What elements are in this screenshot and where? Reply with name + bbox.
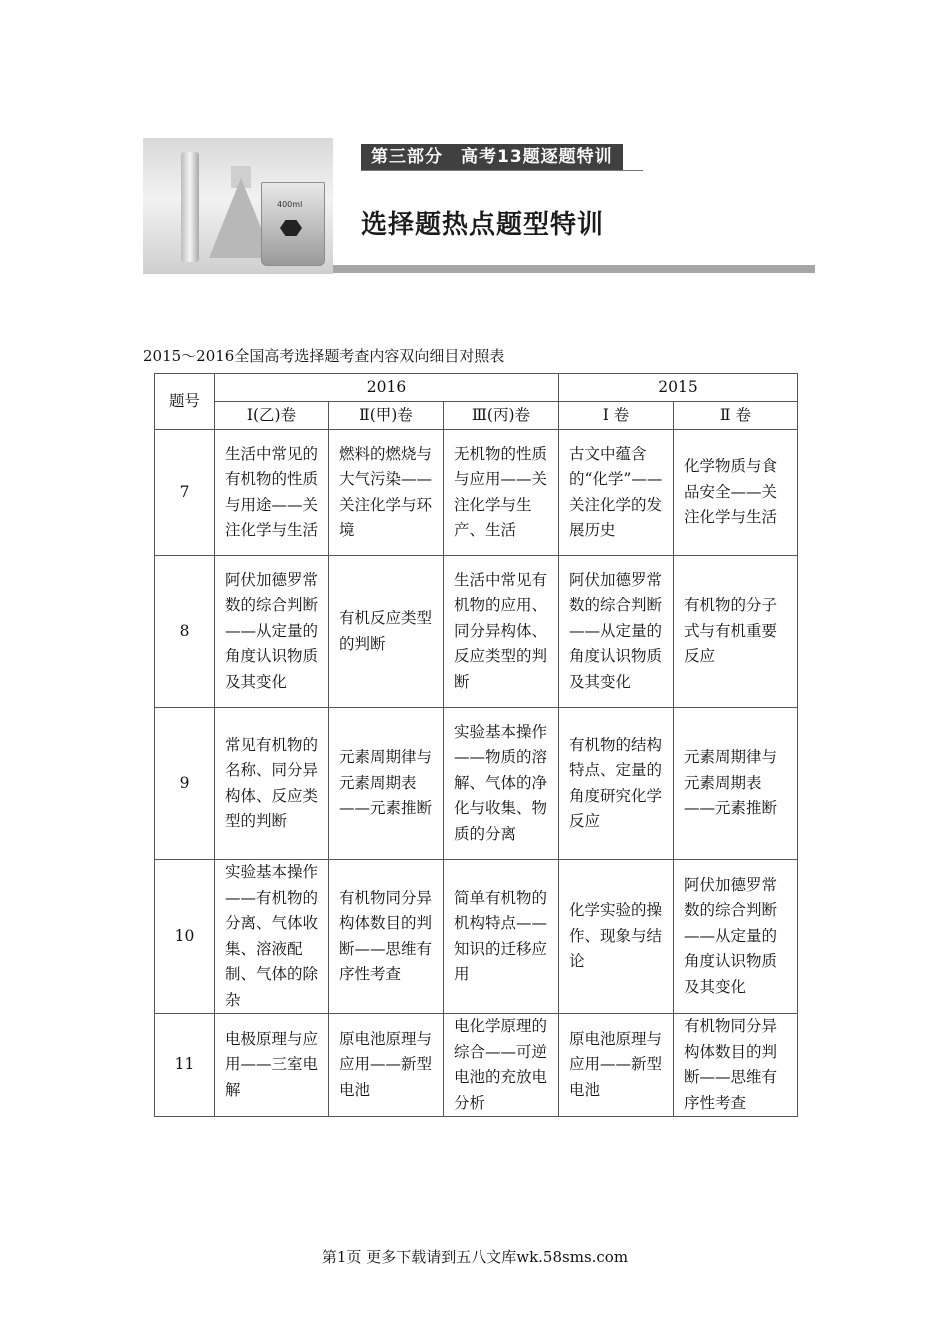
paper-header: Ⅰ(乙)卷 [215,402,329,430]
table-cell: 常见有机物的名称、同分异构体、反应类型的判断 [215,708,329,860]
paper-header: Ⅲ(丙)卷 [444,402,559,430]
table-cell: 阿伏加德罗常数的综合判断——从定量的角度认识物质及其变化 [215,556,329,708]
table-cell: 有机物的分子式与有机重要反应 [674,556,798,708]
table-subheader-row [155,402,798,430]
table-cell: 化学物质与食品安全——关注化学与生活 [674,430,798,556]
table-caption: 2015～2016全国高考选择题考查内容双向细目对照表 [143,347,505,365]
table-cell: 阿伏加德罗常数的综合判断——从定量的角度认识物质及其变化 [674,860,798,1014]
table-cell: 实验基本操作——有机物的分离、气体收集、溶液配制、气体的除杂 [215,860,329,1014]
table-cell: 有机反应类型的判断 [329,556,444,708]
page-title: 选择题热点题型特训 [361,210,605,240]
beaker-label: 400ml [277,200,303,209]
table-cell: 原电池原理与应用——新型电池 [559,1014,674,1117]
question-number: 9 [155,708,215,860]
question-number: 8 [155,556,215,708]
table-header-row [155,374,798,402]
question-number: 10 [155,860,215,1014]
table-cell: 简单有机物的机构特点——知识的迁移应用 [444,860,559,1014]
table-cell: 电极原理与应用——三室电解 [215,1014,329,1117]
comparison-table [154,373,798,1117]
table-cell: 有机物同分异构体数目的判断——思维有序性考查 [329,860,444,1014]
year-2016-header: 2016 [215,374,559,402]
paper-header: Ⅱ 卷 [674,402,798,430]
question-number: 11 [155,1014,215,1117]
question-number-header: 题号 [155,374,215,430]
paper-header: Ⅰ 卷 [559,402,674,430]
table-cell: 生活中常见的有机物的性质与用途——关注化学与生活 [215,430,329,556]
header-banner [143,138,815,274]
page-footer: 第1页 更多下载请到五八文库wk.58sms.com [321,1248,629,1266]
table-row [155,556,798,708]
table-row [155,860,798,1014]
table-cell: 生活中常见有机物的应用、同分异构体、反应类型的判断 [444,556,559,708]
lab-glassware-photo [143,138,333,274]
table-cell: 燃料的燃烧与大气污染——关注化学与环境 [329,430,444,556]
table-row [155,1014,798,1117]
table-row [155,708,798,860]
table-row [155,430,798,556]
graduated-cylinder [181,152,199,262]
year-2015-header: 2015 [559,374,798,402]
section-tag: 第三部分 高考13题逐题特训 [361,144,623,170]
banner-bottom-bar [333,265,815,273]
paper-header: Ⅱ(甲)卷 [329,402,444,430]
table-cell: 原电池原理与应用——新型电池 [329,1014,444,1117]
table-cell: 阿伏加德罗常数的综合判断——从定量的角度认识物质及其变化 [559,556,674,708]
tag-underline [361,170,643,171]
table-cell: 古文中蕴含的“化学”——关注化学的发展历史 [559,430,674,556]
table-cell: 实验基本操作——物质的溶解、气体的净化与收集、物质的分离 [444,708,559,860]
table-cell: 元素周期律与元素周期表——元素推断 [674,708,798,860]
table-cell: 有机物同分异构体数目的判断——思维有序性考查 [674,1014,798,1117]
table-cell: 电化学原理的综合——可逆电池的充放电分析 [444,1014,559,1117]
question-number: 7 [155,430,215,556]
table-cell: 无机物的性质与应用——关注化学与生产、生活 [444,430,559,556]
table-cell: 有机物的结构特点、定量的角度研究化学反应 [559,708,674,860]
table-cell: 元素周期律与元素周期表——元素推断 [329,708,444,860]
table-cell: 化学实验的操作、现象与结论 [559,860,674,1014]
